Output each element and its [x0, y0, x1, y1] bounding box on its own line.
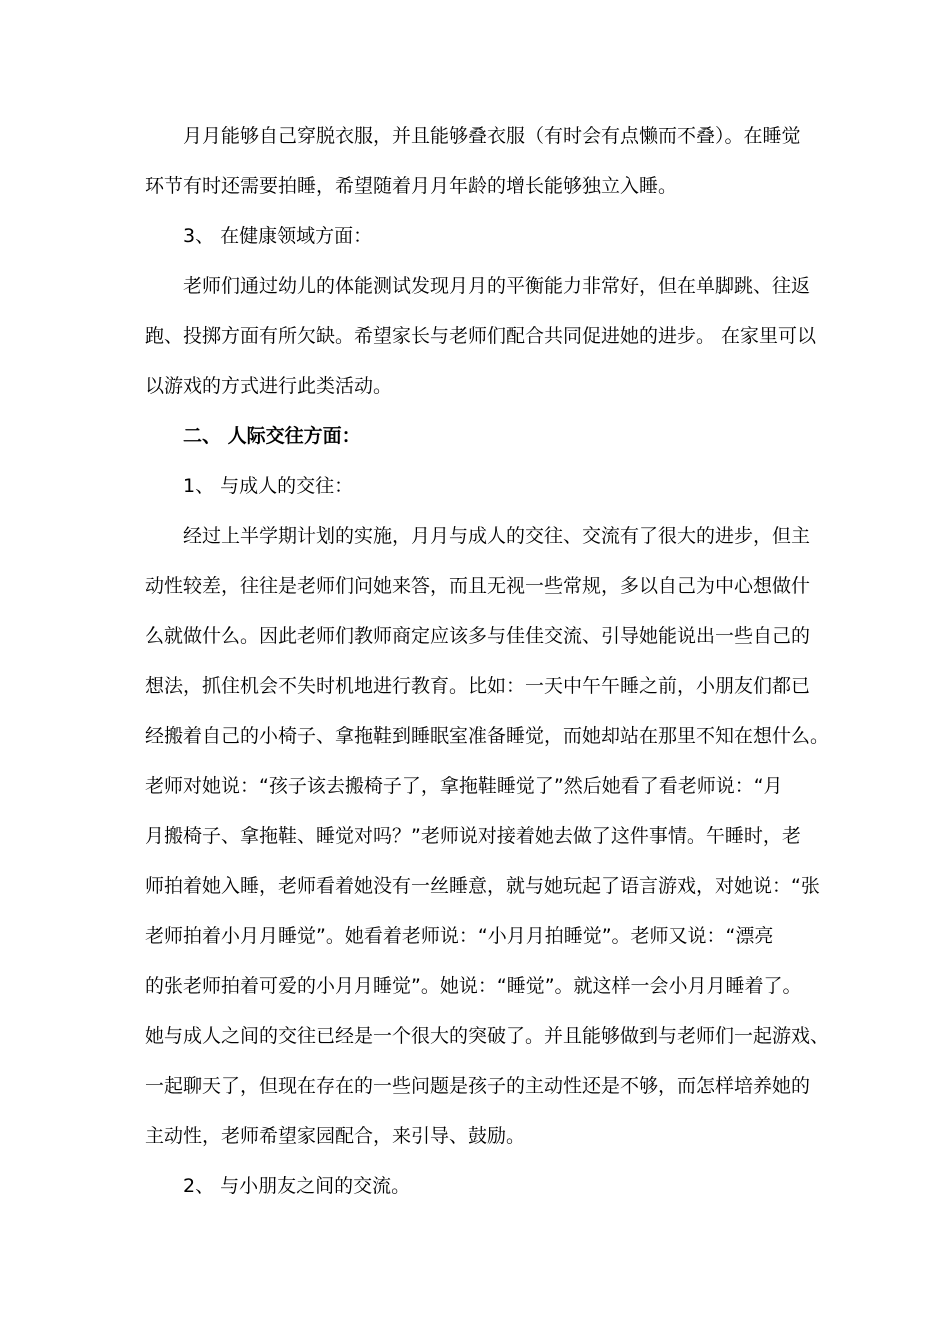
section-heading-health: 3、 在健康领域方面： — [183, 225, 373, 247]
paragraph-line: 么就做什么。因此老师们教师商定应该多与佳佳交流、引导她能说出一些自己的 — [145, 625, 811, 647]
paragraph-line: 经搬着自己的小椅子、拿拖鞋到睡眠室准备睡觉，而她却站在那里不知在想什么。 — [145, 725, 830, 747]
paragraph-line: 老师拍着小月月睡觉”。她看着老师说：“小月月拍睡觉”。老师又说：“漂亮 — [145, 925, 774, 947]
paragraph-line: 的张老师拍着可爱的小月月睡觉”。她说：“睡觉”。就这样一会小月月睡着了。 — [145, 975, 802, 997]
paragraph-line: 月月能够自己穿脱衣服，并且能够叠衣服（有时会有点懒而不叠）。在睡觉 — [183, 125, 801, 147]
paragraph-line: 经过上半学期计划的实施，月月与成人的交往、交流有了很大的进步，但主 — [183, 525, 811, 547]
subsection-heading-adults: 1、 与成人的交往： — [183, 475, 354, 497]
paragraph-line: 想法，抓住机会不失时机地进行教育。比如：一天中午午睡之前，小朋友们都已 — [145, 675, 811, 697]
paragraph-line: 她与成人之间的交往已经是一个很大的突破了。并且能够做到与老师们一起游戏、 — [145, 1025, 830, 1047]
subsection-heading-peers: 2、 与小朋友之间的交流。 — [183, 1175, 411, 1197]
section-heading-interpersonal: 二、 人际交往方面： — [183, 425, 361, 447]
paragraph-line: 动性较差，往往是老师们问她来答，而且无视一些常规，多以自己为中心想做什 — [145, 575, 811, 597]
paragraph-line: 老师们通过幼儿的体能测试发现月月的平衡能力非常好，但在单脚跳、往返 — [183, 275, 811, 297]
paragraph-line: 月搬椅子、拿拖鞋、睡觉对吗？”老师说对接着她去做了这件事情。午睡时，老 — [145, 825, 801, 847]
paragraph-line: 以游戏的方式进行此类活动。 — [145, 375, 393, 397]
paragraph-line: 师拍着她入睡，老师看着她没有一丝睡意，就与她玩起了语言游戏，对她说：“张 — [145, 875, 820, 897]
paragraph-line: 环节有时还需要拍睡，希望随着月月年龄的增长能够独立入睡。 — [145, 175, 678, 197]
paragraph-line: 跑、投掷方面有所欠缺。希望家长与老师们配合共同促进她的进步。 在家里可以 — [145, 325, 817, 347]
paragraph-line: 一起聊天了，但现在存在的一些问题是孩子的主动性还是不够，而怎样培养她的 — [145, 1075, 811, 1097]
paragraph-line: 主动性，老师希望家园配合，来引导、鼓励。 — [145, 1125, 526, 1147]
paragraph-line: 老师对她说：“孩子该去搬椅子了，拿拖鞋睡觉了”然后她看了看老师说：“月 — [145, 775, 783, 797]
